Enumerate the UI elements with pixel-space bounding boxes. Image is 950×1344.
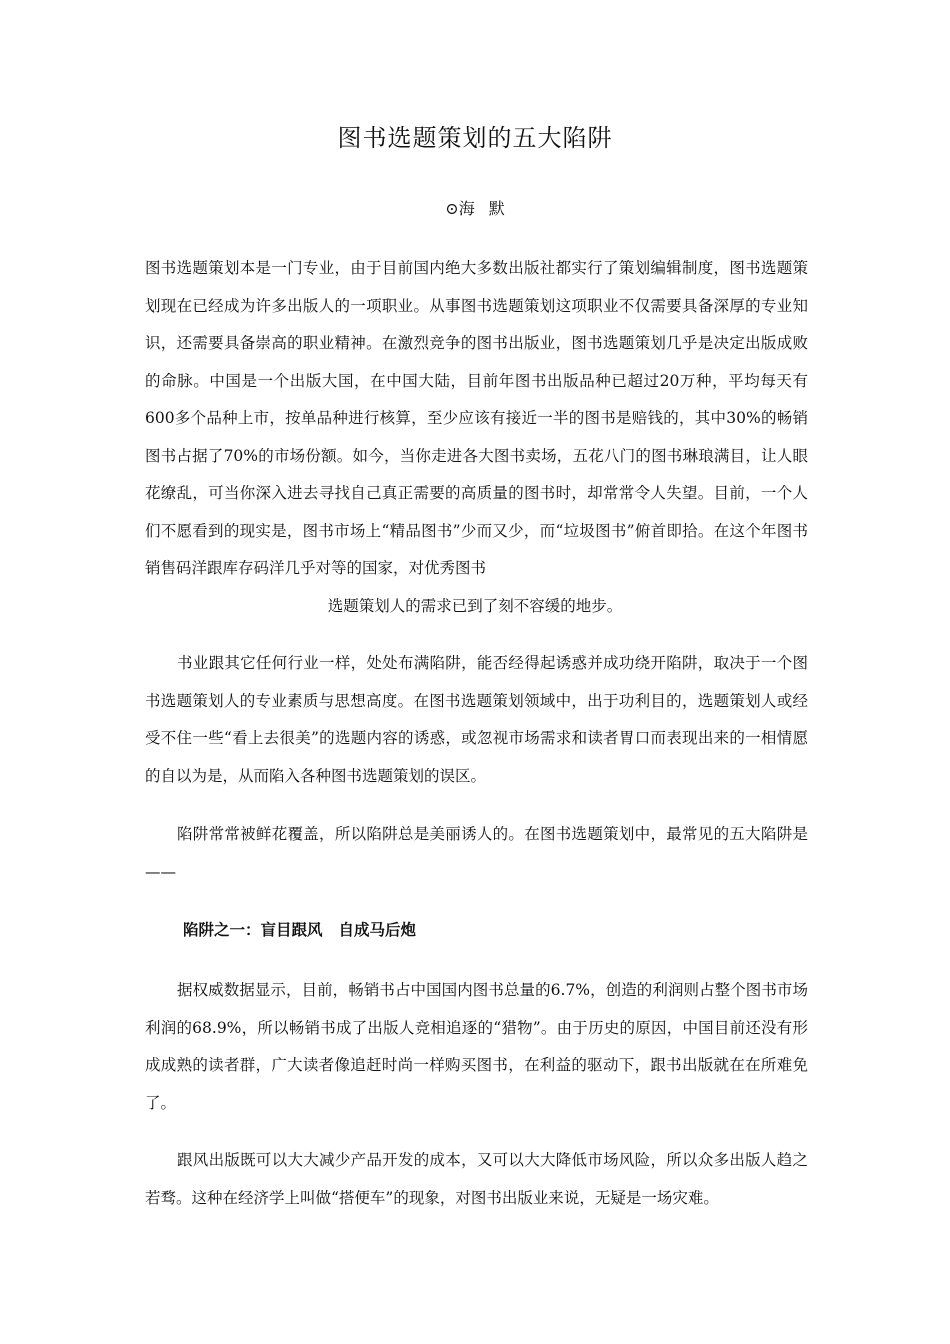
author-name-last: 默 bbox=[488, 199, 505, 218]
paragraph-bestseller-data: 据权威数据显示，目前，畅销书占中国国内图书总量的6.7%，创造的利润则占整个图书市场利润的68.9%，所以畅销书成了出版人竞相追逐的“猎物”。由于历史的原因，中国目前还没有形成成熟的读者群，广大读者像追赶时尚一样购买图书，在利益的驱动下，跟书出版就在在所难免了。 bbox=[145, 981, 808, 1112]
paragraph-traps-overview: 书业跟其它任何行业一样，处处布满陷阱，能否经得起诱惑并成功绕开陷阱，取决于一个图书选题策划人的专业素质与思想高度。在图书选题策划领域中，出于功利目的，选题策划人或经受不住一些“看上去很美”的选题内容的诱惑，或忽视市场需求和读者胃口而表现出来的一相情愿的自以为是，从而陷入各种图书选题策划的误区。 bbox=[145, 654, 808, 785]
section-heading-part1: 陷阱之一：盲目跟风 bbox=[183, 921, 323, 939]
author-name-first: ⊙海 bbox=[445, 199, 475, 218]
paragraph-follow-trend: 跟风出版既可以大大减少产品开发的成本，又可以大大降低市场风险，所以众多出版人趋之若骛。这种在经济学上叫做“搭便车”的现象，对图书出版业来说，无疑是一场灾难。 bbox=[145, 1151, 808, 1207]
section-heading-trap-one bbox=[183, 912, 416, 950]
author-byline bbox=[0, 196, 950, 219]
section-heading-part2: 自成马后炮 bbox=[338, 921, 417, 939]
page-title: 图书选题策划的五大陷阱 bbox=[337, 124, 613, 152]
intro-paragraph: 图书选题策划本是一门专业，由于目前国内绝大多数出版社都实行了策划编辑制度，图书选题策划现在已经成为许多出版人的一项职业。从事图书选题策划这项职业不仅需要具备深厚的专业知识，还需要具备崇高的职业精神。在激烈竞争的图书出版业，图书选题策划几乎是决定出版成败的命脉。中国是一个出版大国，在中国大陆，目前年图书出版品种已超过20万种，平均每天有600多个品种上市，按单品种进行核算，至少应该有接近一半的图书是赔钱的，其中30%的畅销图书占据了70%的市场份额。如今，当你走进各大图书卖场，五花八门的图书琳琅满目，让人眼花缭乱，可当你深入进去寻找自己真正需要的高质量的图书时，却常常令人失望。目前，一个人们不愿看到的现实是，图书市场上“精品图书”少而又少，而“垃圾图书”俯首即拾。在这个年图书销售码洋跟库存码洋几乎对等的国家，对优秀图书 bbox=[145, 259, 808, 577]
paragraph-traps-lead-in: 陷阱常常被鲜花覆盖，所以陷阱总是美丽诱人的。在图书选题策划中，最常见的五大陷阱是—— bbox=[145, 825, 808, 881]
intro-paragraph-last-line: 选题策划人的需求已到了刻不容缓的地步。 bbox=[327, 597, 623, 615]
